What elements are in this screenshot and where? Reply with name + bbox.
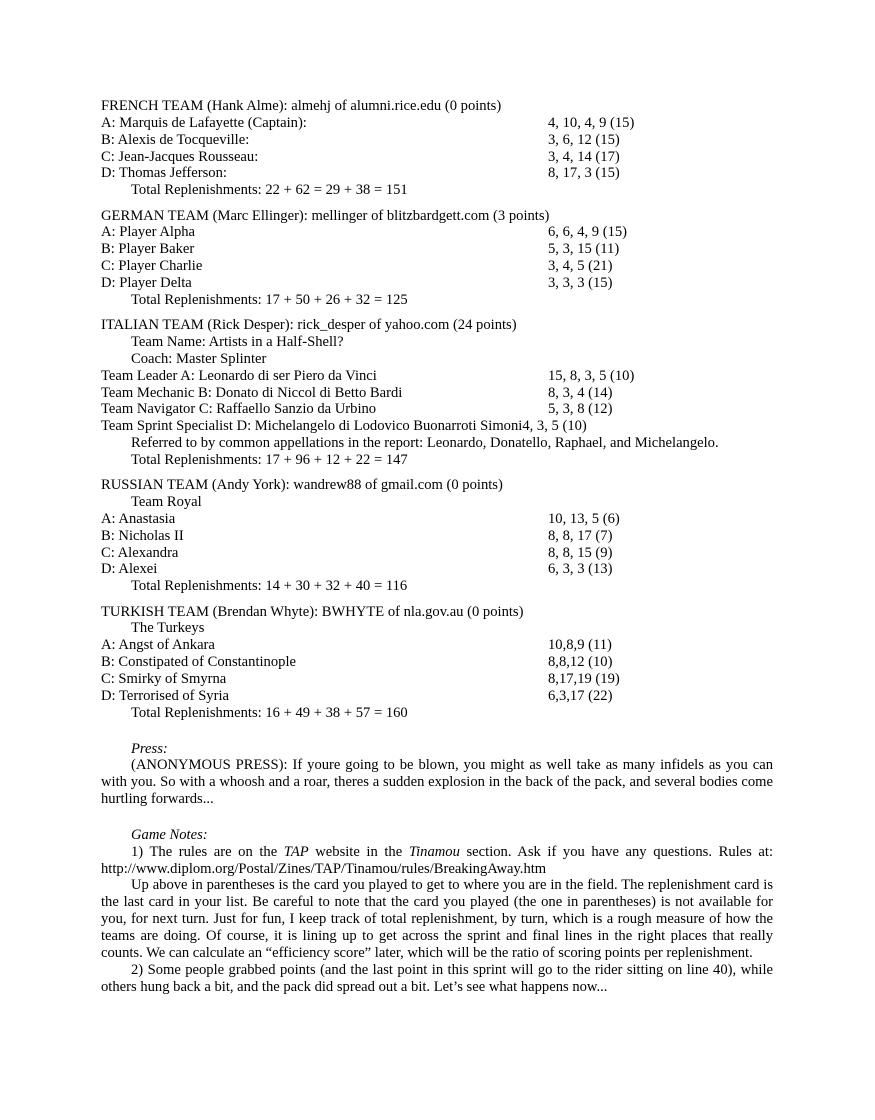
game-notes-item1-pre: 1) The rules are on the — [131, 843, 284, 860]
team-block-italian — [101, 317, 773, 469]
rider-cards: 3, 4, 14 (17) — [548, 148, 620, 165]
team-name-line: Team Name: Artists in a Half-Shell? — [131, 333, 344, 350]
rider-cards: 5, 3, 8 (12) — [548, 401, 613, 418]
rider-name: A: Anastasia — [101, 510, 176, 527]
team-block-german — [101, 208, 773, 309]
table-row — [101, 401, 773, 418]
team-total-replenishments: Total Replenishments: 22 + 62 = 29 + 38 = 151 — [131, 182, 408, 199]
table-row — [101, 385, 773, 402]
table-row — [101, 545, 773, 562]
table-row — [101, 671, 773, 688]
rider-name: B: Nicholas II — [101, 527, 184, 544]
table-row — [101, 368, 773, 385]
rider-name: C: Player Charlie — [101, 258, 203, 275]
rider-cards: 3, 3, 3 (15) — [548, 274, 613, 291]
rider-name: Team Sprint Specialist D: Michelangelo di Lodovico Buonarroti Simoni — [101, 418, 523, 435]
rider-name: C: Jean-Jacques Rousseau: — [101, 148, 259, 165]
rider-cards: 15, 8, 3, 5 (10) — [548, 367, 635, 384]
rider-cards: 10,8,9 (11) — [548, 637, 612, 654]
rider-cards: 6,3,17 (22) — [548, 687, 613, 704]
press-section — [101, 741, 773, 808]
table-row — [101, 165, 773, 182]
game-notes-item-1-paragraph-2: Up above in parentheses is the card you played to get to where you are in the field. The replenishment card is the last card in your list. Be careful to note that the card you played (the one in parentheses) is not available for you, for next turn. Just for fun, I keep track of total replenishment, by turn, which is a rough measure of how the teams are doing. Of course, it is lining up to get across the sprint and final lines in the right places that really counts. We can calculate an “efficiency score” later, which will be the ratio of scoring points per replenishment. — [101, 877, 773, 961]
rider-name: B: Constipated of Constantinople — [101, 654, 296, 671]
rider-cards: 8, 8, 17 (7) — [548, 527, 613, 544]
rider-cards: 3, 4, 5 (21) — [548, 258, 613, 275]
table-row — [101, 688, 773, 705]
rider-cards: 10, 13, 5 (6) — [548, 510, 620, 527]
game-notes-tinamou-ref: Tinamou — [408, 843, 460, 860]
rules-url[interactable]: http://www.diplom.org/Postal/Zines/TAP/Tinamou/rules/BreakingAway.htm — [101, 860, 547, 877]
table-row — [101, 224, 773, 241]
team-note: Referred to by common appellations in the report: Leonardo, Donatello, Raphael, and Michelangelo. — [131, 435, 719, 452]
rider-cards: 6, 6, 4, 9 (15) — [548, 224, 628, 241]
game-notes-item1-post: section. Ask if you have any questions. Rules at: — [459, 843, 774, 860]
document-body — [101, 98, 773, 995]
team-coach-line: Coach: Master Splinter — [131, 350, 267, 367]
team-name-line: The Turkeys — [131, 620, 205, 637]
table-row — [101, 149, 773, 166]
table-row — [101, 561, 773, 578]
table-row — [101, 637, 773, 654]
team-header: ITALIAN TEAM (Rick Desper): rick_desper of yahoo.com (24 points) — [101, 317, 517, 334]
rider-name: B: Player Baker — [101, 241, 195, 258]
rider-name: B: Alexis de Tocqueville: — [101, 131, 250, 148]
team-header: FRENCH TEAM (Hank Alme): almehj of alumni.rice.edu (0 points) — [101, 98, 502, 114]
team-total-replenishments: Total Replenishments: 17 + 96 + 12 + 22 = 147 — [131, 451, 408, 468]
team-total-replenishments: Total Replenishments: 17 + 50 + 26 + 32 = 125 — [131, 291, 408, 308]
rider-name: D: Thomas Jefferson: — [101, 165, 227, 182]
rider-name: D: Player Delta — [101, 274, 192, 291]
game-notes-item-2: 2) Some people grabbed points (and the last point in this sprint will go to the rider sitting on line 40), while others hung back a bit, and the pack did spread out a bit. Let’s see what happens now... — [101, 961, 773, 995]
table-row — [101, 241, 773, 258]
press-paragraph: (ANONYMOUS PRESS): If youre going to be blown, you might as well take as many infidels as you can with you. So with a whoosh and a roar, theres a sudden explosion in the back of the pack, and several bodies come hurtling forwards... — [101, 757, 773, 808]
team-header: TURKISH TEAM (Brendan Whyte): BWHYTE of nla.gov.au (0 points) — [101, 603, 524, 620]
table-row — [101, 275, 773, 292]
game-notes-item-1 — [101, 844, 773, 878]
table-row — [101, 132, 773, 149]
table-row — [101, 654, 773, 671]
rider-cards: 8, 3, 4 (14) — [548, 384, 613, 401]
rider-cards: 8,8,12 (10) — [548, 654, 613, 671]
rider-name: Team Mechanic B: Donato di Niccol di Betto Bardi — [101, 384, 403, 401]
team-total-replenishments: Total Replenishments: 14 + 30 + 32 + 40 = 116 — [131, 578, 408, 595]
team-block-russian — [101, 477, 773, 595]
rider-name: D: Terrorised of Syria — [101, 687, 229, 704]
team-block-turkish — [101, 604, 773, 722]
rider-name: C: Smirky of Smyrna — [101, 671, 227, 687]
table-row — [101, 511, 773, 528]
rider-name: A: Player Alpha — [101, 224, 196, 241]
rider-cards: 3, 6, 12 (15) — [548, 131, 620, 148]
table-row — [101, 258, 773, 275]
game-notes-section — [101, 827, 773, 995]
game-notes-item1-mid: website in the — [308, 843, 409, 860]
rider-name: A: Angst of Ankara — [101, 637, 215, 654]
rider-cards: 5, 3, 15 (11) — [548, 241, 620, 258]
rider-name: Team Navigator C: Raffaello Sanzio da Urbino — [101, 401, 377, 418]
rider-name: D: Alexei — [101, 561, 158, 578]
team-header: GERMAN TEAM (Marc Ellinger): mellinger of blitzbardgett.com (3 points) — [101, 207, 550, 224]
table-row — [101, 418, 773, 435]
rider-cards: 8, 8, 15 (9) — [548, 544, 613, 561]
table-row — [101, 528, 773, 545]
team-header: RUSSIAN TEAM (Andy York): wandrew88 of gmail.com (0 points) — [101, 477, 503, 494]
press-heading: Press: — [131, 740, 168, 757]
game-notes-heading: Game Notes: — [131, 826, 208, 843]
table-row — [101, 115, 773, 132]
rider-name: C: Alexandra — [101, 544, 179, 561]
rider-cards: 8, 17, 3 (15) — [548, 165, 620, 182]
game-notes-tap-ref: TAP — [283, 843, 309, 860]
rider-cards: 4, 10, 4, 9 (15) — [548, 114, 635, 131]
rider-name: Team Leader A: Leonardo di ser Piero da Vinci — [101, 367, 377, 384]
rider-cards: 8,17,19 (19) — [548, 671, 620, 687]
rider-cards: 6, 3, 3 (13) — [548, 561, 613, 578]
team-block-french — [101, 98, 773, 199]
rider-name: A: Marquis de Lafayette (Captain): — [101, 114, 307, 131]
team-name-line: Team Royal — [131, 494, 202, 511]
rider-cards: 4, 3, 5 (10) — [522, 418, 587, 435]
team-total-replenishments: Total Replenishments: 16 + 49 + 38 + 57 = 160 — [131, 704, 408, 721]
